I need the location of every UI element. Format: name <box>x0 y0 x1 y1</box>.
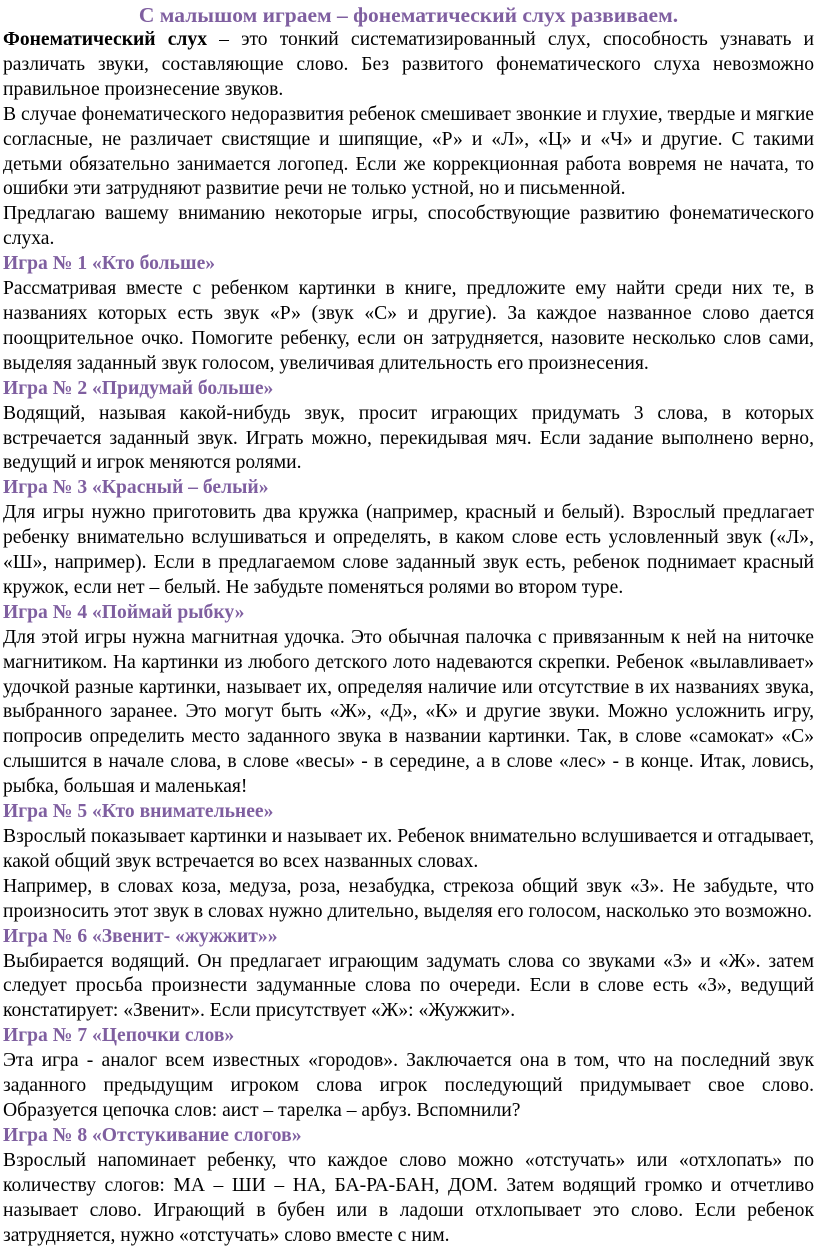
game-2-text: Водящий, называя какой-нибудь звук, просит играющих придумать 3 слова, в которых встречается заданный звук. Играть можно, перекидывая мяч. Если задание выполнено верно, ведущий и игрок меняются ролями. <box>3 402 814 474</box>
game-4-text: Для этой игры нужна магнитная удочка. Это обычная палочка с привязанным к ней на ниточке магнитиком. На картинки из любого детского лото надеваются скрепки. Ребенок «вылавливает» удочкой разные картинки, называет их, определяя наличие или отсутствие в их названиях звука, выбранного заранее. Это могут быть «Ж», «Д», «К» и другие звуки. Можно усложнить игру, попросив определить место заданного звука в названии картинки. Так, в слове «самокат» «С» слышится в начале слова, в слове «весы» - в середине, а в слове «лес» - в конце. Итак, ловись, рыбка, большая и маленькая! <box>3 626 814 798</box>
game-5-heading: Игра № 5 «Кто внимательнее» <box>3 801 274 823</box>
document-title: С малышом играем – фонематический слух развиваем. <box>138 3 679 27</box>
game-7-heading: Игра № 7 «Цепочки слов» <box>3 1025 235 1047</box>
game-5-text-1: Взрослый показывает картинки и называет их. Ребенок внимательно вслушивается и отгадывает, какой общий звук встречается во всех названных словах. <box>3 826 814 872</box>
game-2-heading: Игра № 2 «Придумай больше» <box>3 377 274 399</box>
game-6-text: Выбирается водящий. Он предлагает играющим задумать слова со звуками «З» и «Ж». затем следует просьба произнести задуманные слова по очереди. Если в слове есть «З», ведущий констатирует: «Звенит». Если присутствует «Ж»: «Жужжит». <box>3 950 814 1022</box>
game-7-text: Эта игра - аналог всем известных «городов». Заключается она в том, что на последний звук заданного предыдущим игроком слова игрок последующий придумывает свое слово. Образуется цепочка слов: аист – тарелка – арбуз. Вспомнили? <box>3 1050 814 1121</box>
game-8-text: Взрослый напоминает ребенку, что каждое слово можно «отстучать» или «отхлопать» по количеству слогов: МА – ШИ – НА, БА-РА-БАН, ДОМ. Затем водящий громко и отчетливо называет слово. Играющий в бубен или в ладоши отхлопывает это слово. Если ребенок затрудняется, нужно «отстучать» слово вместе с ним. <box>3 1149 814 1246</box>
intro-definition: – это тонкий систематизированный слух, способность узнавать и различать звуки, составляющие слово. Без развитого фонематического слуха невозможно правильное произнесение звуков. <box>3 29 814 100</box>
game-4-heading: Игра № 4 «Поймай рыбку» <box>3 601 245 623</box>
intro-paragraph-2: В случае фонематического недоразвития ребенок смешивает звонкие и глухие, твердые и мягкие согласные, не различает свистящие и шипящие, «Р» и «Л», «Ц» и «Ч» и другие. С такими детьми обязательно занимается логопед. Если же коррекционная работа вовремя не начата, то ошибки эти затрудняют развитие речи не только устной, но и письменной. <box>3 103 814 200</box>
game-1-heading: Игра № 1 «Кто больше» <box>3 253 216 275</box>
game-3-text: Для игры нужно приготовить два кружка (например, красный и белый). Взрослый предлагает ребенку внимательно вслушиваться и определять, в каком слове есть условленный звук («Л», «Ш», например). Если в предлагаемом слове заданный звук есть, ребенок поднимает красный кружок, если нет – белый. Не забудьте поменяться ролями во втором туре. <box>3 502 814 598</box>
game-5-text-2: Например, в словах коза, медуза, роза, незабудка, стрекоза общий звук «З». Не забудьте, что произносить этот звук в словах нужно длительно, выделяя его голосом, насколько это возможно. <box>3 875 814 922</box>
game-8-heading: Игра № 8 «Отстукивание слогов» <box>3 1124 302 1146</box>
intro-term: Фонематический слух <box>3 29 207 50</box>
game-1-text: Рассматривая вместе с ребенком картинки в книге, предложите ему найти среди них те, в названиях которых есть звук «Р» (звук «С» и другие). За каждое названное слово дается поощрительное очко. Помогите ребенку, если он затрудняется, назовите несколько слов сами, выделяя заданный звук голосом, увеличивая длительность его произнесения. <box>3 278 814 374</box>
intro-definition-paragraph <box>3 28 814 103</box>
game-6-heading: Игра № 6 «Звенит- «жужжит»» <box>3 925 278 947</box>
game-3-heading: Игра № 3 «Красный – белый» <box>3 477 269 499</box>
intro-paragraph-3: Предлагаю вашему вниманию некоторые игры, способствующие развитию фонематического слуха. <box>3 203 814 250</box>
